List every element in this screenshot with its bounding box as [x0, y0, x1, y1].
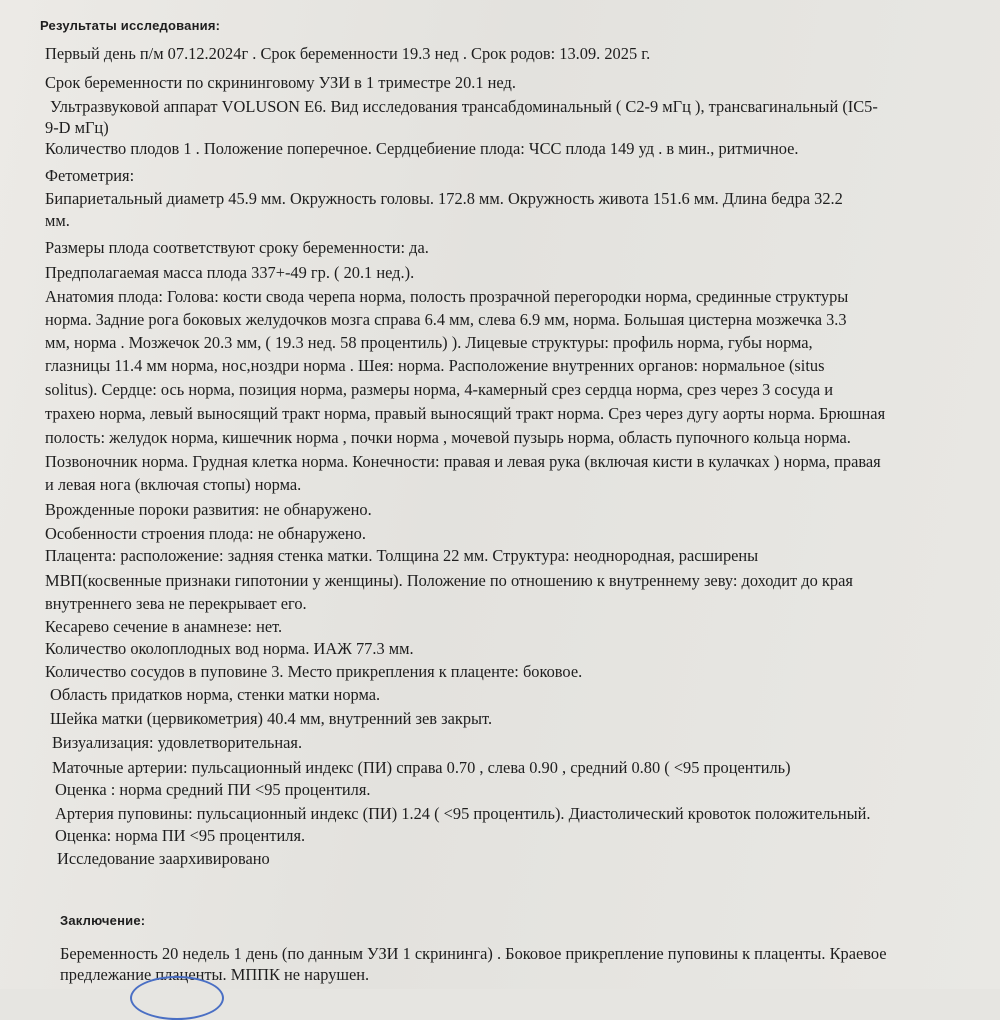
- conclusion-heading: Заключение:: [60, 913, 146, 928]
- report-line: Анатомия плода: Голова: кости свода черепа норма, полость прозрачной перегородки норма, срединные структуры: [45, 287, 849, 306]
- report-line: Оценка: норма ПИ <95 процентиля.: [55, 826, 306, 845]
- report-line: и левая нога (включая стопы) норма.: [45, 475, 302, 494]
- report-line: Предполагаемая масса плода 337+-49 гр. ( 20.1 нед.).: [45, 263, 415, 282]
- report-line: Количество сосудов в пуповине 3. Место прикрепления к плаценте: боковое.: [45, 662, 583, 681]
- report-line: Первый день п/м 07.12.2024г . Срок беременности 19.3 нед . Срок родов: 13.09. 2025 г.: [45, 44, 651, 63]
- report-line: Шейка матки (цервикометрия) 40.4 мм, внутренний зев закрыт.: [50, 709, 493, 728]
- report-line: Визуализация: удовлетворительная.: [52, 733, 303, 752]
- report-line: Оценка : норма средний ПИ <95 процентиля.: [55, 780, 371, 799]
- report-line: трахею норма, левый выносящий тракт норма, правый выносящий тракт норма. Срез через дугу аорты норма. Брюшная: [45, 404, 886, 423]
- report-line: Ультразвуковой аппарат VOLUSON E6. Вид исследования трансабдоминальный ( C2-9 мГц ), трансвагинальный (IC5-: [50, 97, 878, 116]
- report-line: Фетометрия:: [45, 166, 135, 185]
- report-line: мм, норма . Мозжечок 20.3 мм, ( 19.3 нед. 58 процентиль) ). Лицевые структуры: профиль норма, губы норма,: [45, 333, 813, 352]
- stamp-mark: [130, 976, 224, 1020]
- report-line: Количество плодов 1 . Положение поперечное. Сердцебиение плода: ЧСС плода 149 уд . в мин., ритмичное.: [45, 139, 799, 158]
- report-line: норма. Задние рога боковых желудочков мозга справа 6.4 мм, слева 6.9 мм, норма. Большая цистерна мозжечка 3.3: [45, 310, 847, 329]
- report-line: Позвоночник норма. Грудная клетка норма. Конечности: правая и левая рука (включая кисти в кулачках ) норма, правая: [45, 452, 881, 471]
- report-line: Количество околоплодных вод норма. ИАЖ 77.3 мм.: [45, 639, 414, 658]
- results-heading: Результаты исследования:: [40, 18, 221, 33]
- report-line: полость: желудок норма, кишечник норма , почки норма , мочевой пузырь норма, область пупочного кольца норма.: [45, 428, 851, 447]
- report-line: Кесарево сечение в анамнезе: нет.: [45, 617, 283, 636]
- report-line: Область придатков норма, стенки матки норма.: [50, 685, 381, 704]
- report-line: внутреннего зева не перекрывает его.: [45, 594, 307, 613]
- report-line: Бипариетальный диаметр 45.9 мм. Окружность головы. 172.8 мм. Окружность живота 151.6 мм. Длина бедра 32.2: [45, 189, 843, 208]
- report-line: Размеры плода соответствуют сроку беременности: да.: [45, 238, 429, 257]
- conclusion-line: Беременность 20 недель 1 день (по данным УЗИ 1 скрининга) . Боковое прикрепление пуповины к плаценты. Краевое: [60, 944, 887, 963]
- report-line: solitus). Сердце: ось норма, позиция норма, размеры норма, 4-камерный срез сердца норма, срез через 3 сосуда и: [45, 380, 833, 399]
- report-line: Маточные артерии: пульсационный индекс (ПИ) справа 0.70 , слева 0.90 , средний 0.80 ( <95 процентиль): [52, 758, 791, 777]
- report-line: глазницы 11.4 мм норма, нос,ноздри норма . Шея: норма. Расположение внутренних органов: нормальное (situs: [45, 356, 825, 375]
- report-line: 9-D мГц): [45, 118, 109, 137]
- conclusion-line: предлежание плаценты. МППК не нарушен.: [60, 965, 370, 984]
- report-line: Особенности строения плода: не обнаружено.: [45, 524, 366, 543]
- report-line: Артерия пуповины: пульсационный индекс (ПИ) 1.24 ( <95 процентиль). Диастолический кровоток положительный.: [55, 804, 871, 823]
- report-line: мм.: [45, 211, 70, 230]
- report-line: Плацента: расположение: задняя стенка матки. Толщина 22 мм. Структура: неоднородная, расширены: [45, 546, 759, 565]
- report-line: МВП(косвенные признаки гипотонии у женщины). Положение по отношению к внутреннему зеву: доходит до края: [45, 571, 853, 590]
- report-line: Срок беременности по скрининговому УЗИ в 1 триместре 20.1 нед.: [45, 73, 516, 92]
- report-line: Исследование заархивировано: [57, 849, 270, 868]
- report-line: Врожденные пороки развития: не обнаружено.: [45, 500, 372, 519]
